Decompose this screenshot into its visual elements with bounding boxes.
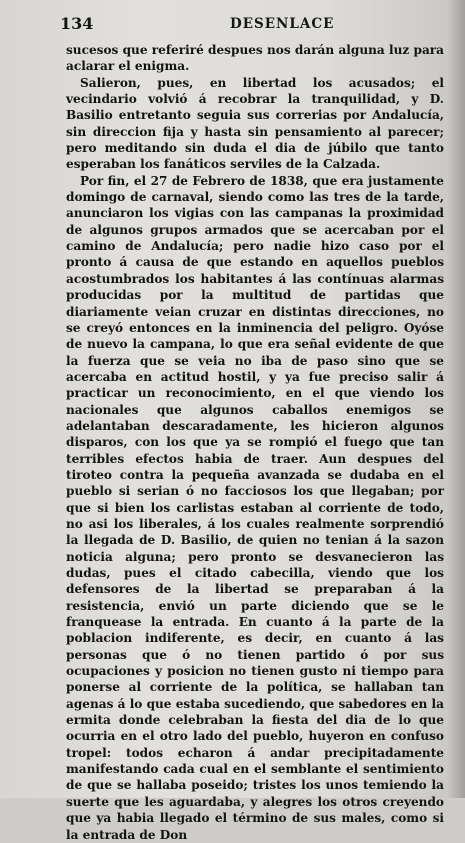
paragraph: sucesos que referiré despues nos darán alguna luz para aclarar el enigma. <box>66 43 444 74</box>
paragraph: Salieron, pues, en libertad los acusados; el vecindario volvió á recobrar la tranquilidad, y D. Basilio entretanto seguia sus correrias por Andalucía, sin direccion fija y hasta sin pensamiento al parecer; pero meditando sin duda el dia de júbilo que tanto esperaban los fanáticos serviles de la Calzada. <box>66 75 444 172</box>
body-text <box>66 42 444 843</box>
page-number: 134 <box>60 14 94 33</box>
paragraph: Por fin, el 27 de Febrero de 1838, que era justamente domingo de carnaval, siendo como las tres de la tarde, anunciaron los vigias con las campanas la proximidad de algunos grupos armados que se acercaban por el camino de Andalucía; pero nadie hizo caso por el pronto á causa de que estando en aquellos pueblos acostumbrados los habitantes á las contínuas alarmas producidas por la multitud de partidas que diariamente veian cruzar en distintas direcciones, no se creyó entonces en la inminencia del peligro. Oyóse de nuevo la campana, lo que era señal evidente de que la fuerza que se veia no iba de paso sino que se acercaba en actitud hostil, y ya fue preciso salir á practicar un reconocimiento, en el que viendo los nacionales que algunos caballos enemigos se adelantaban descaradamente, les hicieron algunos disparos, con los que ya se rompió el fuego que tan terribles efectos habia de traer. Aun despues del tiroteo contra la pequeña avanzada se dudaba en el pueblo si serian ó no facciosos los que llegaban; por que si bien los carlistas estaban al corriente de todo, no asi los liberales, á los cuales realmente sorprendió la llegada de D. Basilio, de quien no tenian á la sazon noticia alguna; pero pronto se desvanecieron las dudas, pues el citado cabecilla, viendo que los defensores de la libertad se preparaban á la resistencia, envió un parte diciendo que se le franquease la entrada. En cuanto á la parte de la poblacion indiferente, es decir, en cuanto á las personas que ó no tienen partido ó por sus ocupaciones y posicion no tienen gusto ni tiempo para ponerse al corriente de la política, se hallaban tan agenas á lo que estaba sucediendo, que sabedores en la ermita donde celebraban la fiesta del dia de lo que ocurria en el otro lado del pueblo, huyeron en confuso tropel: todos echaron á andar precipitadamente manifestando cada cual en el semblante el sentimiento de que se hallaba poseido; tristes los unos temiendo la suerte que les aguardaba, y alegres los otros creyendo que ya habia llegado el término de sus males, como si la entrada de Don <box>66 173 444 842</box>
page-header <box>60 14 440 36</box>
page-edge-shadow <box>447 0 465 798</box>
running-head: DESENLACE <box>230 16 335 32</box>
